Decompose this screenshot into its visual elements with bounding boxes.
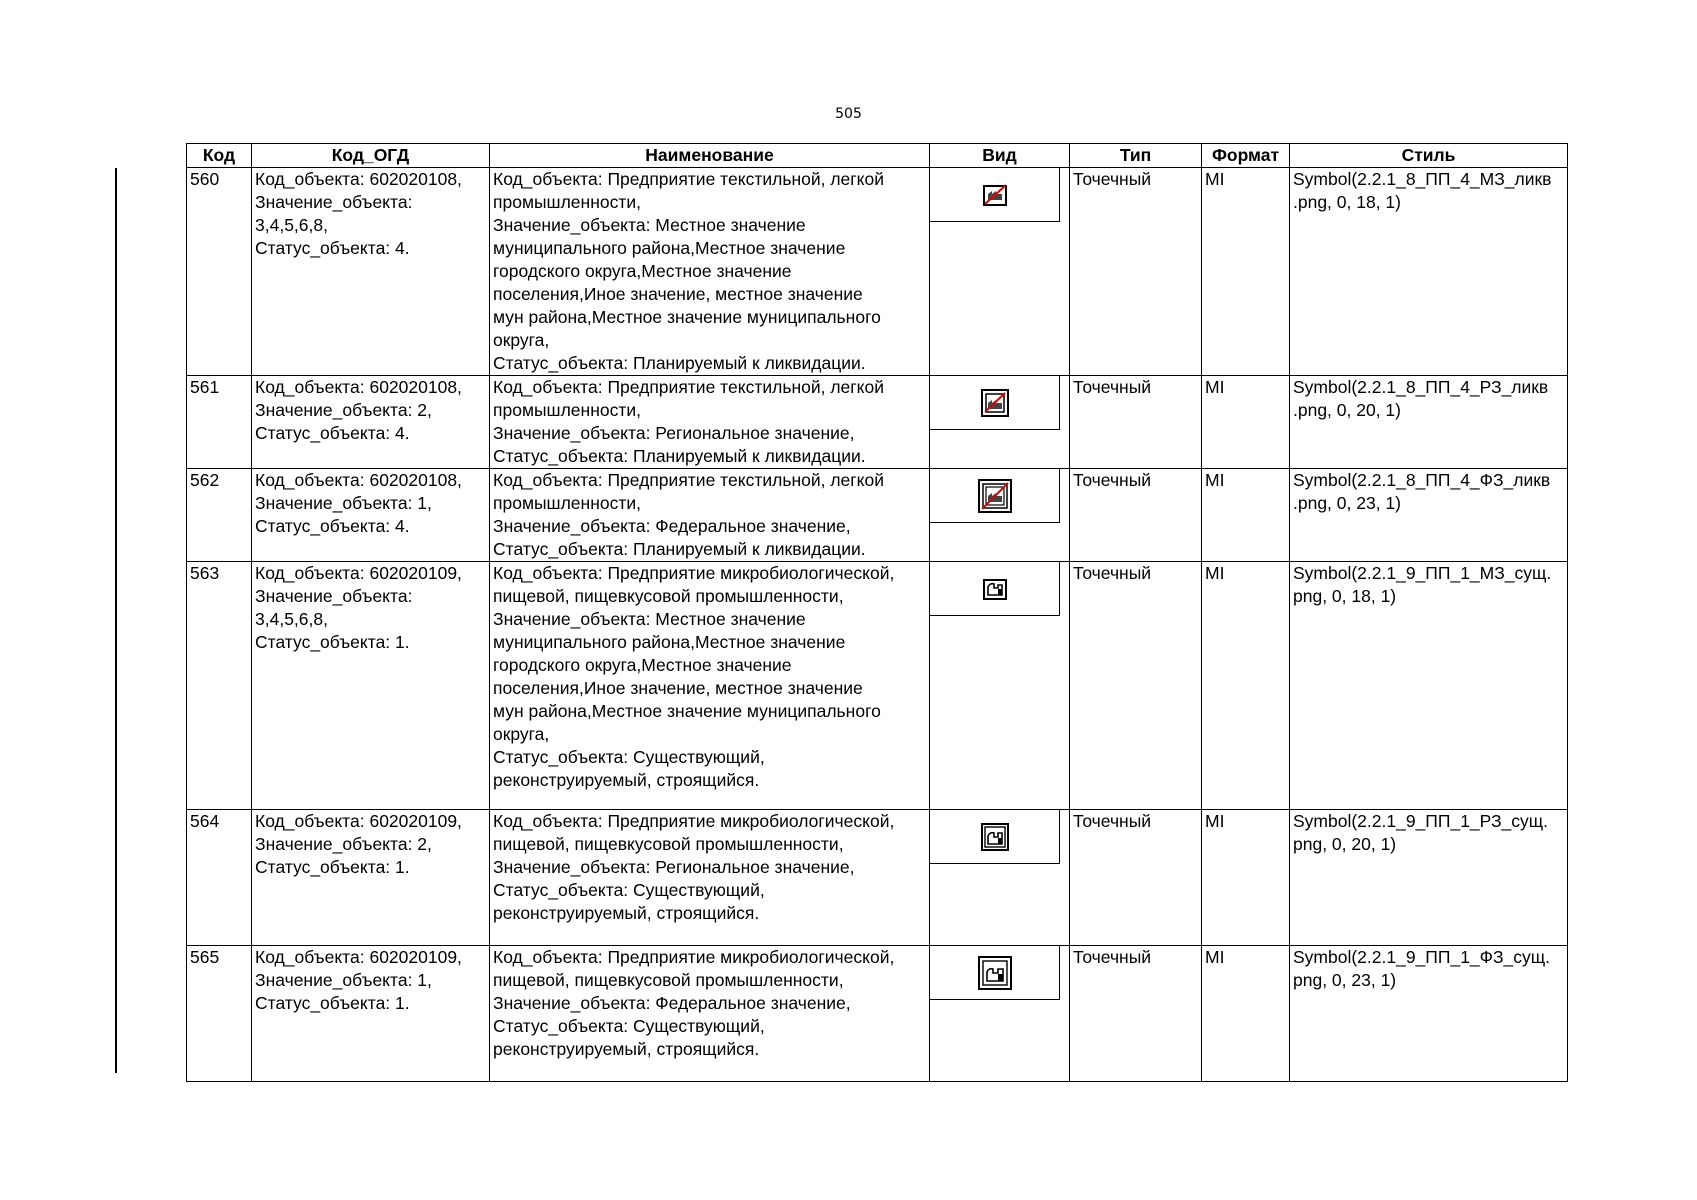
col-header-kod-ogd: Код_ОГД bbox=[252, 144, 490, 168]
table-row bbox=[187, 168, 1568, 376]
cell-kod: 565 bbox=[187, 946, 252, 1082]
table-row bbox=[187, 469, 1568, 562]
symbol-frame bbox=[930, 469, 1060, 523]
col-header-type: Тип bbox=[1070, 144, 1202, 168]
cell-style: Symbol(2.2.1_9_ПП_1_ФЗ_сущ. png, 0, 23, 1) bbox=[1290, 946, 1568, 1082]
cell-view bbox=[930, 168, 1070, 376]
cell-kod-ogd: Код_объекта: 602020108, Значение_объекта: 1, Статус_объекта: 4. bbox=[252, 469, 490, 562]
cell-view bbox=[930, 810, 1070, 946]
cell-format: MI bbox=[1202, 810, 1290, 946]
food-industry-existing-regional-icon bbox=[979, 821, 1011, 853]
cell-format: MI bbox=[1202, 946, 1290, 1082]
cell-kod-ogd: Код_объекта: 602020109, Значение_объекта: 1, Статус_объекта: 1. bbox=[252, 946, 490, 1082]
cell-kod-ogd: Код_объекта: 602020108, Значение_объекта: 3,4,5,6,8, Статус_объекта: 4. bbox=[252, 168, 490, 376]
table-row bbox=[187, 376, 1568, 469]
page-number: 505 bbox=[835, 106, 862, 122]
symbol-table bbox=[186, 143, 1568, 1082]
cell-kod: 562 bbox=[187, 469, 252, 562]
cell-kod: 561 bbox=[187, 376, 252, 469]
cell-type: Точечный bbox=[1070, 469, 1202, 562]
col-header-view: Вид bbox=[930, 144, 1070, 168]
cell-name: Код_объекта: Предприятие микробиологической, пищевой, пищевкусовой промышленности, Значение_объекта: Региональное значение, Статус_объекта: Существующий, реконструируемый, строящийся. bbox=[490, 810, 930, 946]
cell-style: Symbol(2.2.1_9_ПП_1_МЗ_сущ. png, 0, 18, 1) bbox=[1290, 562, 1568, 810]
food-industry-existing-local-icon bbox=[981, 575, 1009, 603]
cell-format: MI bbox=[1202, 469, 1290, 562]
col-header-name: Наименование bbox=[490, 144, 930, 168]
cell-kod-ogd: Код_объекта: 602020108, Значение_объекта: 2, Статус_объекта: 4. bbox=[252, 376, 490, 469]
cell-format: MI bbox=[1202, 562, 1290, 810]
col-header-format: Формат bbox=[1202, 144, 1290, 168]
food-industry-existing-federal-icon bbox=[976, 954, 1014, 992]
cell-style: Symbol(2.2.1_9_ПП_1_РЗ_сущ. png, 0, 20, 1) bbox=[1290, 810, 1568, 946]
symbol-frame bbox=[930, 946, 1060, 1000]
textile-liquidation-regional-icon bbox=[979, 387, 1011, 419]
symbol-frame bbox=[930, 168, 1060, 222]
table-row bbox=[187, 562, 1568, 810]
cell-name: Код_объекта: Предприятие микробиологической, пищевой, пищевкусовой промышленности, Значение_объекта: Федеральное значение, Статус_объекта: Существующий, реконструируемый, строящийся. bbox=[490, 946, 930, 1082]
cell-style: Symbol(2.2.1_8_ПП_4_РЗ_ликв .png, 0, 20, 1) bbox=[1290, 376, 1568, 469]
header-row bbox=[187, 144, 1568, 168]
cell-kod: 560 bbox=[187, 168, 252, 376]
col-header-style: Стиль bbox=[1290, 144, 1568, 168]
cell-type: Точечный bbox=[1070, 168, 1202, 376]
textile-liquidation-federal-icon bbox=[976, 477, 1014, 515]
cell-format: MI bbox=[1202, 168, 1290, 376]
cell-kod: 563 bbox=[187, 562, 252, 810]
symbol-frame bbox=[930, 562, 1060, 616]
cell-style: Symbol(2.2.1_8_ПП_4_ФЗ_ликв .png, 0, 23, 1) bbox=[1290, 469, 1568, 562]
cell-name: Код_объекта: Предприятие текстильной, легкой промышленности, Значение_объекта: Региональное значение, Статус_объекта: Планируемый к ликвидации. bbox=[490, 376, 930, 469]
cell-kod-ogd: Код_объекта: 602020109, Значение_объекта: 3,4,5,6,8, Статус_объекта: 1. bbox=[252, 562, 490, 810]
table-row bbox=[187, 810, 1568, 946]
cell-view bbox=[930, 376, 1070, 469]
cell-name: Код_объекта: Предприятие текстильной, легкой промышленности, Значение_объекта: Федеральное значение, Статус_объекта: Планируемый к ликвидации. bbox=[490, 469, 930, 562]
margin-line bbox=[115, 168, 117, 1073]
cell-name: Код_объекта: Предприятие микробиологической, пищевой, пищевкусовой промышленности, Значение_объекта: Местное значение муниципального района,Местное значение городского округа,Местное значение поселения,Иное значение, местное значение мун района,Местное значение муниципального округа, Статус_объекта: Существующий, реконструируемый, строящийся. bbox=[490, 562, 930, 810]
cell-view bbox=[930, 946, 1070, 1082]
col-header-kod: Код bbox=[187, 144, 252, 168]
cell-type: Точечный bbox=[1070, 810, 1202, 946]
cell-type: Точечный bbox=[1070, 946, 1202, 1082]
cell-kod: 564 bbox=[187, 810, 252, 946]
symbol-frame bbox=[930, 810, 1060, 864]
cell-view bbox=[930, 469, 1070, 562]
cell-style: Symbol(2.2.1_8_ПП_4_МЗ_ликв .png, 0, 18, 1) bbox=[1290, 168, 1568, 376]
cell-view bbox=[930, 562, 1070, 810]
cell-type: Точечный bbox=[1070, 562, 1202, 810]
symbol-frame bbox=[930, 376, 1060, 430]
textile-liquidation-local-icon bbox=[981, 181, 1009, 209]
cell-type: Точечный bbox=[1070, 376, 1202, 469]
table-row bbox=[187, 946, 1568, 1082]
cell-format: MI bbox=[1202, 376, 1290, 469]
cell-name: Код_объекта: Предприятие текстильной, легкой промышленности, Значение_объекта: Местное значение муниципального района,Местное значение городского округа,Местное значение поселения,Иное значение, местное значение мун района,Местное значение муниципального округа, Статус_объекта: Планируемый к ликвидации. bbox=[490, 168, 930, 376]
cell-kod-ogd: Код_объекта: 602020109, Значение_объекта: 2, Статус_объекта: 1. bbox=[252, 810, 490, 946]
